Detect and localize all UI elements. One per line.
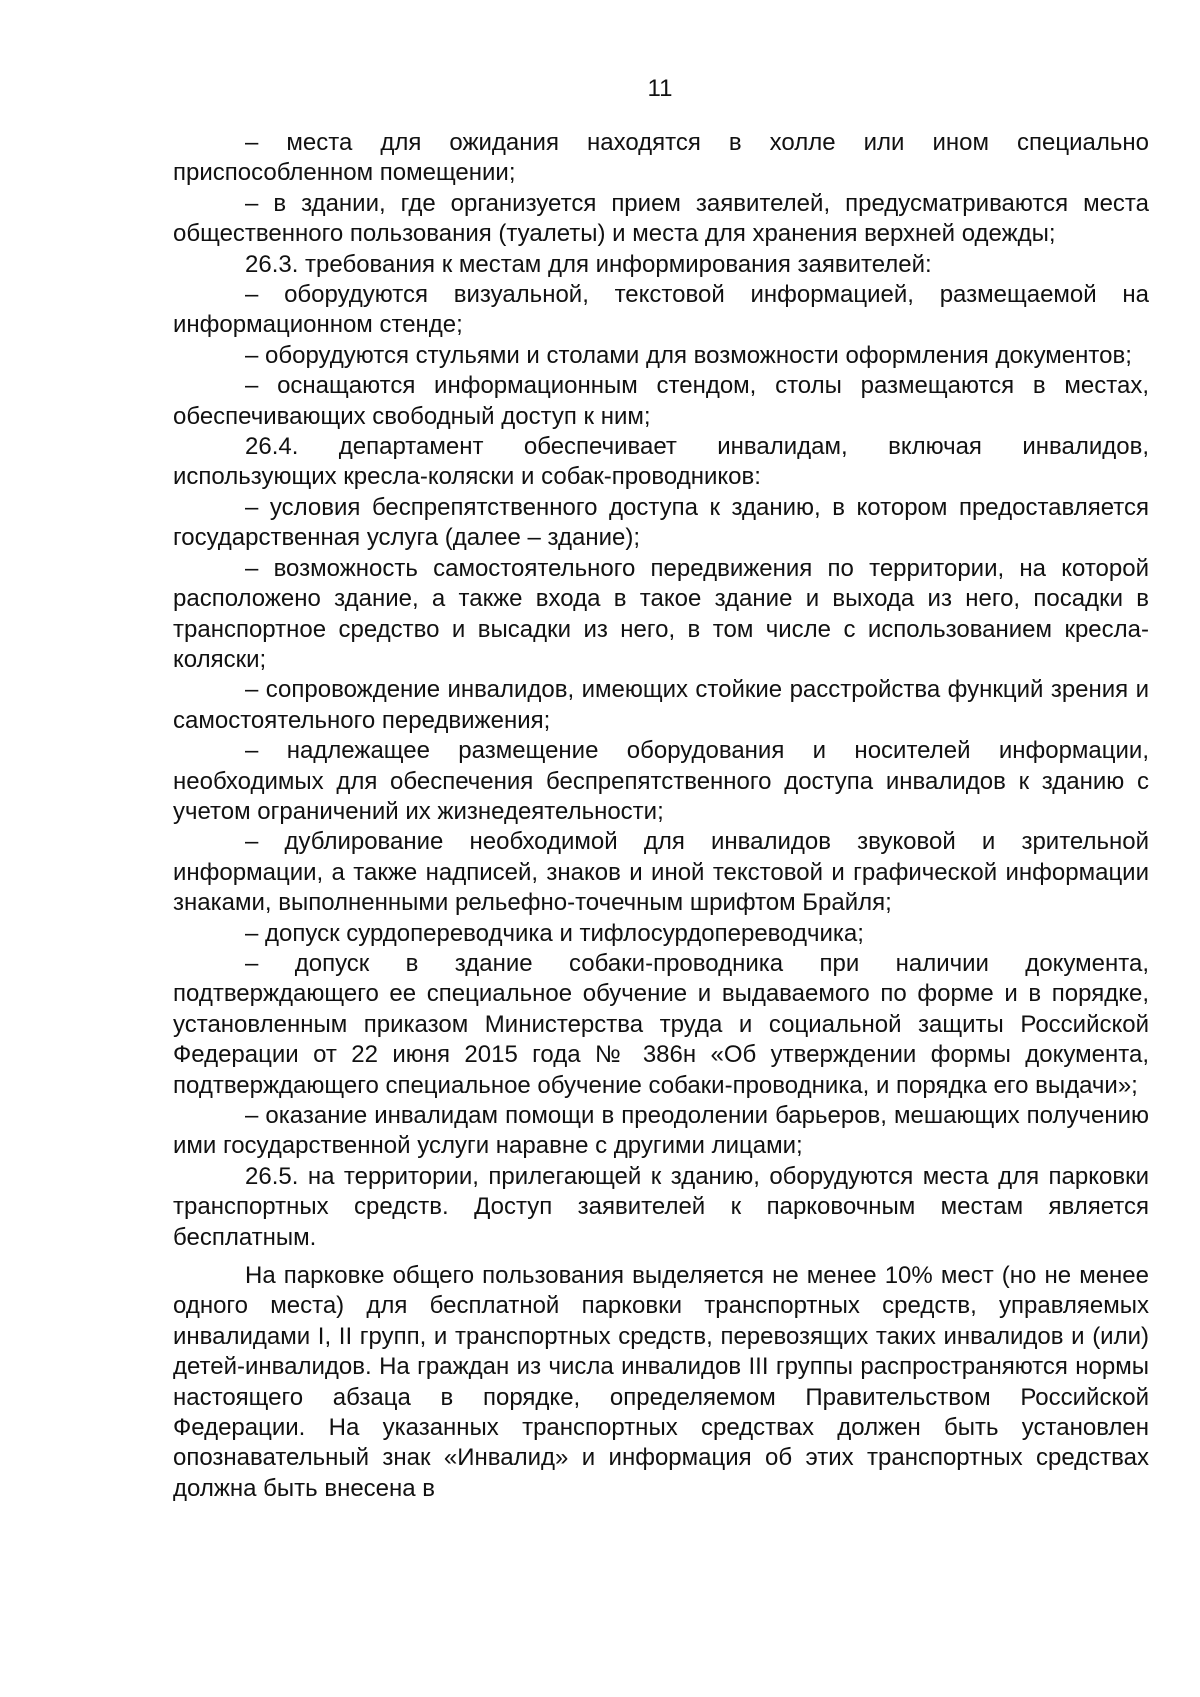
paragraph-equipment-placement: – надлежащее размещение оборудования и носителей информации, необходимых для обеспечения беспрепятственного доступа инвалидов к зданию с учетом ограничений их жизнедеятельности; [173,737,1149,825]
paragraph-guide-dog-admission: – допуск в здание собаки-проводника при наличии документа, подтверждающего ее специальное обучение и выдаваемого по форме и в порядке, установленным приказом Министерства труда и социальной защиты Российской Федерации от 22 июня 2015 года № 386н «Об утверждении формы документа, подтверждающего специальное обучение собаки-проводника, и порядка его выдачи»; [173,949,1149,1099]
paragraph-visual-information: – оборудуются визуальной, текстовой информацией, размещаемой на информационном стенде; [173,281,1149,339]
paragraph-parking-quota: На парковке общего пользования выделяется не менее 10% мест (но не менее одного места) для бесплатной парковки транспортных средств, управляемых инвалидами I, II групп, и транспортных средств, перевозящих таких инвалидов и (или) детей-инвалидов. На граждан из числа инвалидов III группы распространяются нормы настоящего абзаца в порядке, определяемом Правительством Российской Федерации. На указанных транспортных средствах должен быть установлен опознавательный знак «Инвалид» и информация об этих транспортных средствах должна быть внесена в [173,1262,1149,1502]
paragraph-26-5-parking: 26.5. на территории, прилегающей к зданию, оборудуются места для парковки транспортных средств. Доступ заявителей к парковочным местам является бесплатным. [173,1162,1149,1251]
paragraph-chairs-tables: – оборудуются стульями и столами для возможности оформления документов; [245,341,1132,369]
paragraph-escort: – сопровождение инвалидов, имеющих стойкие расстройства функций зрения и самостоятельного передвижения; [173,676,1149,734]
paragraph-info-stand: – оснащаются информационным стендом, столы размещаются в местах, обеспечивающих свободный доступ к ним; [173,372,1149,430]
paragraph-assistance-barriers: – оказание инвалидам помощи в преодолении барьеров, мешающих получению ими государственной услуги наравне с другими лицами; [173,1102,1149,1160]
paragraph-waiting-places: – места для ожидания находятся в холле или ином специально приспособленном помещении; [173,129,1149,187]
paragraph-interpreter-admission: – допуск сурдопереводчика и тифлосурдопереводчика; [245,919,864,947]
paragraph-26-4-heading: 26.4. департамент обеспечивает инвалидам, включая инвалидов, использующих кресла-коляски и собак-проводников: [173,433,1149,491]
paragraph-unobstructed-access: – условия беспрепятственного доступа к зданию, в котором предоставляется государственная услуга (далее – здание); [173,493,1149,552]
paragraph-duplication-braille: – дублирование необходимой для инвалидов звуковой и зрительной информации, а также надписей, знаков и иной текстовой и графической информации знаками, выполненными рельефно-точечным шрифтом Брайля; [173,828,1149,917]
paragraph-public-facilities: – в здании, где организуется прием заявителей, предусматриваются места общественного пользования (туалеты) и места для хранения верхней одежды; [173,189,1149,248]
paragraph-independent-movement: – возможность самостоятельного передвижения по территории, на которой расположено здание, а также входа в такое здание и выхода из него, посадки в транспортное средство и высадки из него, в том числе с использованием кресла-коляски; [173,554,1149,673]
document-body [173,128,1149,1504]
page-number: 11 [647,75,673,102]
paragraph-26-3-heading: 26.3. требования к местам для информирования заявителей: [245,250,932,278]
